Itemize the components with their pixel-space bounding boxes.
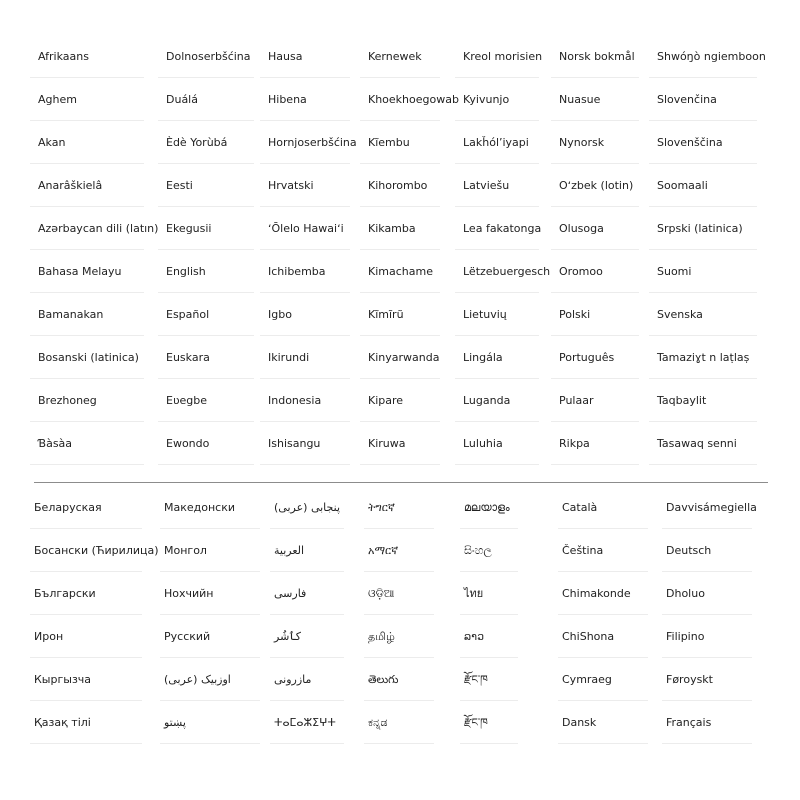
language-column [360,35,459,465]
language-option[interactable]: Polski [551,293,639,336]
language-option[interactable]: Português [551,336,639,379]
language-option[interactable]: Anarâškielâ [30,164,144,207]
language-list-latin [30,35,770,465]
language-option[interactable]: Lakȟólʼiyapi [455,121,539,164]
language-option[interactable]: Ирон [30,615,142,658]
language-option[interactable]: Lingála [455,336,539,379]
language-column [30,35,159,465]
language-option[interactable]: Bahasa Melayu [30,250,144,293]
language-option[interactable]: Dholuo [662,572,752,615]
language-option[interactable]: Aghem [30,78,144,121]
language-option[interactable]: Kimachame [360,250,440,293]
language-option[interactable]: Ichibemba [260,250,350,293]
language-option[interactable]: Brezhoneg [30,379,144,422]
language-option[interactable]: Akan [30,121,144,164]
language-option[interactable]: Монгол [160,529,260,572]
language-column [270,486,344,744]
language-option[interactable]: Kihorombo [360,164,440,207]
language-option[interactable]: Lea fakatonga [455,207,539,250]
language-option[interactable]: རྫོང་ཁ [460,701,518,744]
language-option[interactable]: Nynorsk [551,121,639,164]
language-option[interactable]: Soomaali [649,164,757,207]
language-option[interactable]: Nuasue [551,78,639,121]
language-option[interactable]: Ishisangu [260,422,350,465]
language-option[interactable]: Igbo [260,293,350,336]
language-column [662,486,757,744]
language-option[interactable]: Français [662,701,752,744]
language-option[interactable]: Luganda [455,379,539,422]
language-option[interactable]: پښتو [160,701,260,744]
language-option[interactable]: Olusoga [551,207,639,250]
language-option[interactable]: Bosanski (latinica) [30,336,144,379]
section-divider [34,482,768,483]
language-option[interactable]: Dansk [558,701,648,744]
language-option[interactable]: Kreol morisien [455,35,539,78]
language-option[interactable]: اوزبیک (عربی) [160,658,260,701]
language-option[interactable]: தமிழ் [364,615,434,658]
language-option[interactable]: ChiShona [558,615,648,658]
language-option[interactable]: Srpski (latinica) [649,207,757,250]
language-option[interactable]: Azərbaycan dili (latın) [30,207,144,250]
language-option[interactable]: Tamaziɣt n laṭlaṣ [649,336,757,379]
language-column [364,486,434,744]
language-column [460,486,518,744]
language-option[interactable]: ʻŌlelo Hawaiʻi [260,207,350,250]
language-option[interactable]: Oʻzbek (lotin) [551,164,639,207]
language-option[interactable]: Ewondo [158,422,254,465]
language-option[interactable]: Deutsch [662,529,752,572]
language-option[interactable]: Khoekhoegowab [360,78,440,121]
language-option[interactable]: Kyivunjo [455,78,539,121]
language-option[interactable]: Føroyskt [662,658,752,701]
language-option[interactable]: Eesti [158,164,254,207]
language-option[interactable]: Slovenčina [649,78,757,121]
language-option[interactable]: ⵜⴰⵎⴰⵣⵉⵖⵜ [270,701,344,744]
language-option[interactable]: ଓଡ଼ିଆ [364,572,434,615]
language-column [260,35,357,465]
language-option[interactable]: Luluhia [455,422,539,465]
language-option[interactable]: مازرونی [270,658,344,701]
language-option[interactable]: Kikamba [360,207,440,250]
language-option[interactable]: Беларуская [30,486,142,529]
language-option[interactable]: کٲشُر [270,615,344,658]
language-option[interactable]: Bamanakan [30,293,144,336]
language-column [551,35,639,465]
language-option[interactable]: Kĩmĩrũ [360,293,440,336]
language-option[interactable]: తెలుగు [364,658,434,701]
language-option[interactable]: Duálá [158,78,254,121]
language-option[interactable]: Hausa [260,35,350,78]
language-option[interactable]: ລາວ [460,615,518,658]
language-option[interactable]: Kĩembu [360,121,440,164]
language-option[interactable]: Босански (Ћирилица) [30,529,142,572]
language-option[interactable]: Русский [160,615,260,658]
language-column [158,35,254,465]
language-option[interactable]: Ekegusii [158,207,254,250]
language-option[interactable]: Ikirundi [260,336,350,379]
language-option[interactable]: فارسی [270,572,344,615]
language-option[interactable]: Hrvatski [260,164,350,207]
language-option[interactable]: Hibena [260,78,350,121]
language-option[interactable]: Hornjoserbšćina [260,121,350,164]
language-column [160,486,260,744]
language-option[interactable]: Indonesia [260,379,350,422]
language-option[interactable]: Ɓàsàa [30,422,144,465]
language-option[interactable]: Slovenščina [649,121,757,164]
language-column [30,486,159,744]
language-option[interactable]: Dolnoserbšćina [158,35,254,78]
language-option[interactable]: ትግርኛ [364,486,434,529]
language-option[interactable]: Shwóŋò ngiemboon [649,35,757,78]
language-option[interactable]: Latviešu [455,164,539,207]
language-option[interactable]: සිංහල [460,529,518,572]
language-option[interactable]: Suomi [649,250,757,293]
language-option[interactable]: Español [158,293,254,336]
language-option[interactable]: Kipare [360,379,440,422]
language-option[interactable]: Euskara [158,336,254,379]
language-option[interactable]: پنجابی (عربی) [270,486,344,529]
language-option[interactable]: Èdè Yorùbá [158,121,254,164]
language-column [455,35,551,465]
language-option[interactable]: Filipino [662,615,752,658]
language-option[interactable]: Rikpa [551,422,639,465]
language-option[interactable]: Davvisámegiella [662,486,752,529]
language-option[interactable]: Eʋegbe [158,379,254,422]
language-option[interactable]: ไทย [460,572,518,615]
language-column [649,35,766,465]
language-option[interactable]: Lietuvių [455,293,539,336]
language-option[interactable]: Нохчийн [160,572,260,615]
language-option[interactable]: Oromoo [551,250,639,293]
language-option[interactable]: Pulaar [551,379,639,422]
language-option[interactable]: Cymraeg [558,658,648,701]
language-option[interactable]: ಕನ್ನಡ [364,701,434,744]
language-option[interactable]: Čeština [558,529,648,572]
language-option[interactable]: Kernewek [360,35,440,78]
language-option[interactable]: Taqbaylit [649,379,757,422]
language-option[interactable]: Chimakonde [558,572,648,615]
language-option[interactable]: العربية [270,529,344,572]
language-option[interactable]: Kiruwa [360,422,440,465]
language-option[interactable]: Svenska [649,293,757,336]
language-option[interactable]: മലയാളം [460,486,518,529]
language-column [558,486,648,744]
language-option[interactable]: Македонски [160,486,260,529]
language-option[interactable]: རྫོང་ཁ [460,658,518,701]
language-option[interactable]: Afrikaans [30,35,144,78]
language-option[interactable]: አማርኛ [364,529,434,572]
language-option[interactable]: English [158,250,254,293]
language-option[interactable]: Kinyarwanda [360,336,440,379]
language-option[interactable]: Български [30,572,142,615]
language-option[interactable]: Қазақ тілі [30,701,142,744]
language-option[interactable]: Norsk bokmål [551,35,639,78]
language-option[interactable]: Tasawaq senni [649,422,757,465]
language-option[interactable]: Català [558,486,648,529]
language-list-other-scripts [30,486,770,744]
language-option[interactable]: Кыргызча [30,658,142,701]
language-option[interactable]: Lëtzebuergesch [455,250,539,293]
